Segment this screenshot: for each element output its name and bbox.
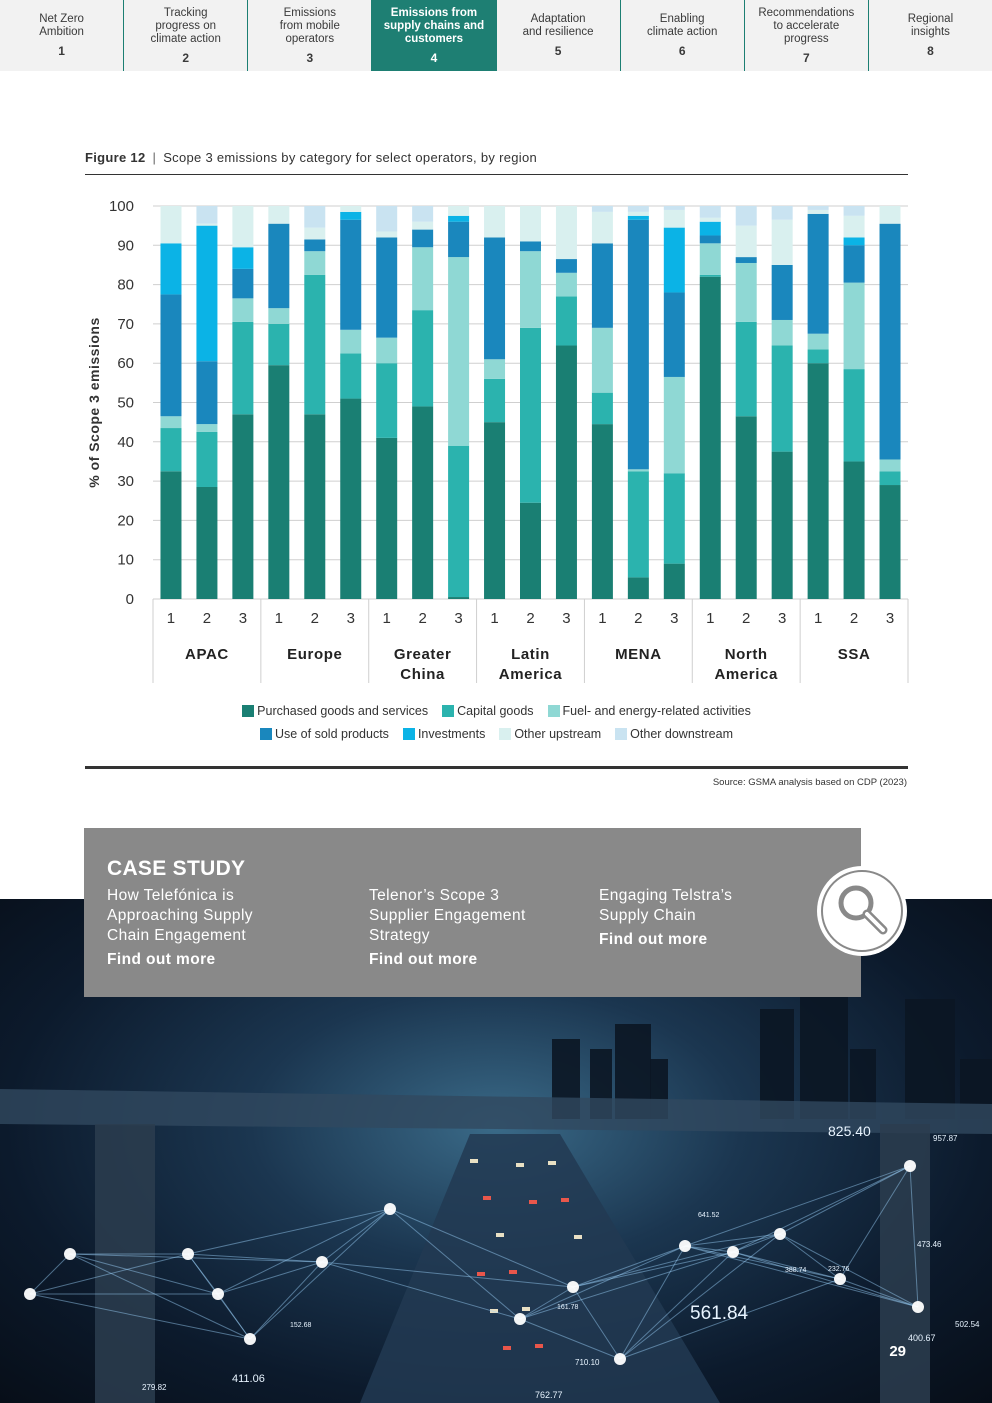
search-icon-ring <box>821 870 903 952</box>
bar-segment <box>628 216 649 220</box>
region-label: China <box>400 666 445 683</box>
bar-segment <box>412 230 433 248</box>
network-link <box>733 1252 840 1279</box>
x-tick-label: 1 <box>490 610 499 627</box>
x-tick-label: 1 <box>166 610 176 627</box>
bar-segment <box>412 247 433 310</box>
bar-segment <box>520 206 541 241</box>
bar-segment <box>448 216 469 222</box>
bar-segment <box>232 322 253 414</box>
nav-tab-2[interactable] <box>124 0 248 71</box>
car-light <box>535 1344 543 1348</box>
network-node <box>614 1353 626 1365</box>
x-tick-label: 2 <box>310 610 319 627</box>
nav-tab-number: 3 <box>306 50 314 65</box>
legend-swatch <box>260 728 272 740</box>
bar-segment <box>304 228 325 240</box>
legend-item <box>548 704 751 718</box>
legend-item <box>242 704 428 718</box>
bar-segment <box>160 416 181 428</box>
stacked-bar-chart <box>0 190 992 700</box>
network-link <box>218 1294 250 1339</box>
network-link <box>685 1246 840 1279</box>
bar-segment <box>376 438 397 599</box>
network-node <box>316 1256 328 1268</box>
bar-segment <box>700 277 721 599</box>
nav-tab-label: Emissions from supply chains and customers <box>383 6 485 45</box>
legend-row-1 <box>85 704 908 718</box>
nav-tab-3[interactable] <box>248 0 372 71</box>
bar-segment <box>412 206 433 222</box>
x-tick-label: 1 <box>706 610 715 627</box>
bar-segment <box>628 206 649 212</box>
bar-segment <box>808 349 829 363</box>
bar-segment <box>736 416 757 599</box>
car-light <box>470 1159 478 1163</box>
y-tick-label: 20 <box>117 512 134 530</box>
network-node <box>64 1248 76 1260</box>
bar-segment <box>772 220 793 265</box>
overlay-number: 762.77 <box>535 1390 563 1400</box>
nav-tab-number: 5 <box>554 44 562 58</box>
overlay-number: 502.54 <box>955 1320 980 1329</box>
bar-segment <box>196 424 217 432</box>
network-link <box>685 1234 780 1246</box>
network-node <box>567 1281 579 1293</box>
legend-label: Other downstream <box>630 727 733 741</box>
nav-tab-label: Regional insights <box>907 13 954 38</box>
bar-segment <box>664 377 685 473</box>
bar-segment <box>700 206 721 218</box>
network-link <box>188 1209 390 1254</box>
find-out-more-link[interactable]: Find out more <box>599 931 708 948</box>
x-tick-label: 1 <box>274 610 284 627</box>
overlay-number: 641.52 <box>698 1212 720 1219</box>
bar-segment <box>340 212 361 220</box>
legend-row-2 <box>85 727 908 741</box>
find-out-more-link[interactable]: Find out more <box>369 951 478 968</box>
x-tick-label: 2 <box>742 610 751 627</box>
network-node <box>727 1246 739 1258</box>
bar-segment <box>844 283 865 369</box>
bar-segment <box>520 328 541 503</box>
chart-legend <box>85 704 908 750</box>
car-light <box>496 1233 504 1237</box>
overlay-number: 161.78 <box>557 1304 579 1311</box>
bar-segment <box>844 237 865 245</box>
x-tick-label: 1 <box>382 610 391 627</box>
bar-segment <box>304 251 325 275</box>
bar-segment <box>808 214 829 334</box>
bar-segment <box>232 269 253 298</box>
legend-label: Capital goods <box>457 704 534 718</box>
x-tick-label: 2 <box>202 610 212 627</box>
case-study-title: Telenor’s Scope 3 Supplier Engagement Strategy <box>369 887 526 944</box>
x-tick-label: 3 <box>885 610 895 627</box>
legend-swatch <box>615 728 627 740</box>
figure-source: Source: GSMA analysis based on CDP (2023) <box>712 777 907 788</box>
nav-tab-5[interactable] <box>497 0 621 71</box>
y-tick-label: 90 <box>117 237 134 255</box>
bar-segment <box>304 206 325 228</box>
bar-segment <box>844 245 865 282</box>
figure-heading <box>85 150 907 165</box>
bar-segment <box>808 363 829 599</box>
bar-segment <box>664 228 685 293</box>
bar-segment <box>160 428 181 471</box>
y-tick-label: 50 <box>117 394 134 412</box>
legend-swatch <box>499 728 511 740</box>
network-node <box>384 1203 396 1215</box>
figure-label: Figure 12 <box>85 150 146 165</box>
nav-tab-number: 7 <box>802 50 810 65</box>
network-link <box>250 1209 390 1339</box>
case-study-heading: CASE STUDY <box>107 857 246 880</box>
overlay-number: 957.87 <box>933 1134 958 1143</box>
bar-segment <box>772 346 793 452</box>
bar-segment <box>628 577 649 599</box>
page-number: 29 <box>889 1343 906 1360</box>
network-node <box>774 1228 786 1240</box>
bar-segment <box>232 298 253 322</box>
bar-segment <box>232 414 253 599</box>
bar-segment <box>592 206 613 212</box>
bar-segment <box>340 220 361 330</box>
bar-segment <box>268 206 289 224</box>
region-label: APAC <box>185 646 229 663</box>
car-light <box>529 1200 537 1204</box>
region-label: North <box>724 646 768 663</box>
nav-tab-4-active[interactable] <box>372 0 496 71</box>
bar-segment <box>484 206 505 237</box>
bar-segment <box>376 206 397 232</box>
overlay-number: 473.46 <box>917 1240 942 1249</box>
bar-segment <box>700 218 721 222</box>
bar-segment <box>556 273 577 297</box>
network-node <box>679 1240 691 1252</box>
bar-segment <box>340 206 361 212</box>
figure-bottom-rule <box>85 766 908 769</box>
legend-item <box>403 727 485 741</box>
x-tick-label: 3 <box>670 610 679 627</box>
legend-label: Fuel- and energy-related activities <box>562 704 751 718</box>
x-tick-label: 3 <box>346 610 355 627</box>
section-nav <box>0 0 992 71</box>
car-light <box>561 1198 569 1202</box>
bar-segment <box>196 206 217 224</box>
bar-segment <box>592 393 613 424</box>
legend-item <box>499 727 601 741</box>
case-study-item-1 <box>107 886 327 970</box>
bar-segment <box>268 308 289 324</box>
x-tick-label: 2 <box>526 610 535 627</box>
bar-segment <box>412 310 433 406</box>
bar-segment <box>376 338 397 364</box>
nav-tab-8[interactable] <box>869 0 992 71</box>
legend-label: Other upstream <box>514 727 602 741</box>
network-node <box>212 1288 224 1300</box>
legend-label: Use of sold products <box>274 727 389 741</box>
overlay-number: 152.68 <box>290 1322 312 1329</box>
bar-segment <box>304 239 325 251</box>
bar-segment <box>556 346 577 599</box>
bar-segment <box>628 212 649 216</box>
bar-segment <box>160 471 181 599</box>
bar-segment <box>520 503 541 599</box>
bar-segment <box>448 597 469 599</box>
bar-segment <box>376 232 397 238</box>
x-tick-label: 2 <box>418 610 427 627</box>
x-tick-label: 2 <box>634 610 643 627</box>
bar-segment <box>772 265 793 320</box>
network-node <box>24 1288 36 1300</box>
bar-segment <box>484 237 505 359</box>
bar-segment <box>268 224 289 308</box>
car-light <box>574 1235 582 1239</box>
nav-tab-6[interactable] <box>621 0 745 71</box>
legend-swatch <box>242 705 254 717</box>
network-link <box>685 1166 910 1246</box>
magnifier-icon <box>823 872 901 950</box>
bar-segment <box>340 330 361 354</box>
car-light <box>503 1346 511 1350</box>
y-tick-label: 0 <box>125 591 134 608</box>
region-label: SSA <box>837 646 871 663</box>
overlay-number: 561.84 <box>690 1303 749 1324</box>
bar-segment <box>808 210 829 214</box>
nav-tab-label: Enabling climate action <box>647 13 718 38</box>
bar-segment <box>160 243 181 294</box>
network-node <box>514 1313 526 1325</box>
bar-segment <box>880 471 901 485</box>
legend-swatch <box>548 705 560 717</box>
bar-segment <box>880 224 901 460</box>
legend-item <box>260 727 389 741</box>
bar-segment <box>844 369 865 461</box>
building <box>905 999 955 1119</box>
car-light <box>516 1163 524 1167</box>
x-tick-label: 1 <box>598 610 607 627</box>
bar-segment <box>304 275 325 415</box>
figure-caption: Scope 3 emissions by category for select operators, by region <box>163 150 537 165</box>
car-light <box>483 1196 491 1200</box>
overlay-number: 825.40 <box>828 1123 871 1139</box>
car-light <box>548 1161 556 1165</box>
bar-segment <box>448 222 469 257</box>
bar-segment <box>736 226 757 257</box>
bar-segment <box>628 471 649 577</box>
bar-segment <box>700 275 721 277</box>
bar-segment <box>268 365 289 599</box>
overlay-number: 710.10 <box>575 1358 600 1367</box>
bar-segment <box>664 206 685 210</box>
bar-segment <box>844 216 865 238</box>
bar-segment <box>664 292 685 376</box>
region-label: Latin <box>511 646 550 663</box>
nav-tab-label: Emissions from mobile operators <box>279 6 340 45</box>
bar-segment <box>196 226 217 362</box>
bar-segment <box>448 257 469 446</box>
legend-swatch <box>403 728 415 740</box>
bar-segment <box>556 296 577 345</box>
bar-segment <box>664 564 685 599</box>
bar-segment <box>844 461 865 599</box>
nav-tab-label: Recommendations to accelerate progress <box>758 6 855 45</box>
overlay-number: 411.06 <box>232 1373 265 1385</box>
case-study-item-2 <box>369 886 589 970</box>
network-node <box>834 1273 846 1285</box>
legend-label: Purchased goods and services <box>257 704 429 718</box>
bar-segment <box>664 210 685 228</box>
case-study-title: Engaging Telstra’s Supply Chain <box>599 887 733 924</box>
x-tick-label: 3 <box>777 610 787 627</box>
bar-segment <box>808 206 829 210</box>
y-tick-label: 30 <box>117 473 134 491</box>
region-label: America <box>714 666 778 683</box>
bar-segment <box>772 206 793 220</box>
bar-segment <box>592 243 613 327</box>
nav-tab-number: 1 <box>58 44 65 58</box>
legend-item <box>615 727 733 741</box>
bar-segment <box>700 235 721 243</box>
x-tick-label: 1 <box>813 610 823 627</box>
figure-separator: | <box>152 150 157 165</box>
region-label: America <box>498 666 563 683</box>
nav-tab-label: Adaptation and resilience <box>522 13 594 38</box>
find-out-more-link[interactable]: Find out more <box>107 951 216 968</box>
overlay-number: 388.74 <box>785 1267 807 1274</box>
y-axis-title: % of Scope 3 emissions <box>86 317 102 488</box>
x-tick-label: 2 <box>849 610 859 627</box>
bar-segment <box>304 414 325 599</box>
case-study-box <box>84 828 861 997</box>
region-label: MENA <box>615 646 662 663</box>
bar-segment <box>196 361 217 424</box>
car-light <box>522 1307 530 1311</box>
bar-segment <box>448 206 469 216</box>
bar-segment <box>484 422 505 599</box>
bar-segment <box>196 432 217 487</box>
figure-top-rule <box>85 174 908 175</box>
building <box>800 994 848 1119</box>
bar-segment <box>520 241 541 251</box>
legend-label: Investments <box>417 727 486 741</box>
car-light <box>477 1272 485 1276</box>
nav-tab-number: 4 <box>430 50 438 65</box>
bar-segment <box>736 263 757 322</box>
bar-segment <box>160 206 181 243</box>
overlay-number: 232.76 <box>828 1266 850 1273</box>
bar-segment <box>232 247 253 269</box>
bar-segment <box>520 251 541 328</box>
network-node <box>912 1301 924 1313</box>
nav-tab-7[interactable] <box>745 0 869 71</box>
nav-tab-1[interactable] <box>0 0 124 71</box>
bar-segment <box>664 473 685 563</box>
bar-segment <box>484 379 505 422</box>
bar-segment <box>736 257 757 263</box>
highway <box>360 1134 720 1403</box>
y-tick-label: 70 <box>117 315 134 333</box>
nav-tab-number: 6 <box>678 44 686 58</box>
bar-segment <box>196 224 217 226</box>
bar-segment <box>592 424 613 599</box>
bar-segment <box>556 206 577 259</box>
bar-segment <box>628 469 649 471</box>
bar-segment <box>376 237 397 337</box>
bar-segment <box>556 259 577 273</box>
nav-tab-number: 2 <box>182 50 190 65</box>
network-node <box>182 1248 194 1260</box>
nav-tab-number: 8 <box>927 44 934 58</box>
y-tick-label: 100 <box>108 198 134 215</box>
bar-segment <box>700 243 721 274</box>
x-tick-label: 3 <box>454 610 463 627</box>
network-link <box>30 1254 70 1294</box>
bar-segment <box>412 222 433 230</box>
bar-segment <box>880 459 901 471</box>
bar-segment <box>448 446 469 597</box>
bar-segment <box>880 485 901 599</box>
y-tick-label: 40 <box>117 433 134 451</box>
bar-segment <box>160 294 181 416</box>
bar-segment <box>232 206 253 247</box>
bar-segment <box>412 406 433 599</box>
bar-segment <box>772 452 793 599</box>
bar-segment <box>808 334 829 350</box>
overlay-number: 400.67 <box>908 1333 936 1343</box>
bar-segment <box>484 359 505 379</box>
case-study-title: How Telefónica is Approaching Supply Chain Engagement <box>107 887 253 944</box>
bar-segment <box>340 399 361 599</box>
region-label: Europe <box>287 646 343 663</box>
x-tick-label: 3 <box>238 610 248 627</box>
y-tick-label: 80 <box>117 276 134 294</box>
bar-segment <box>592 212 613 243</box>
car-light <box>509 1270 517 1274</box>
bar-segment <box>880 206 901 224</box>
legend-item <box>442 704 533 718</box>
bar-segment <box>736 206 757 226</box>
bar-segment <box>772 320 793 346</box>
bar-segment <box>844 206 865 216</box>
y-tick-label: 10 <box>117 551 134 569</box>
bar-segment <box>196 487 217 599</box>
bar-segment <box>700 222 721 236</box>
network-node <box>244 1333 256 1345</box>
nav-tab-label: Tracking progress on climate action <box>150 6 221 45</box>
nav-tab-label: Net Zero Ambition <box>39 13 84 38</box>
search-button[interactable] <box>817 866 907 956</box>
bar-segment <box>592 328 613 393</box>
overlay-number: 279.82 <box>142 1383 167 1392</box>
legend-swatch <box>442 705 454 717</box>
y-tick-label: 60 <box>117 355 134 373</box>
x-tick-label: 3 <box>562 610 571 627</box>
bar-segment <box>340 353 361 398</box>
bar-segment <box>736 322 757 416</box>
bar-segment <box>628 220 649 470</box>
network-node <box>904 1160 916 1172</box>
region-label: Greater <box>393 646 452 663</box>
case-study-item-3 <box>599 886 819 950</box>
bar-segment <box>376 363 397 438</box>
bar-segment <box>268 324 289 365</box>
